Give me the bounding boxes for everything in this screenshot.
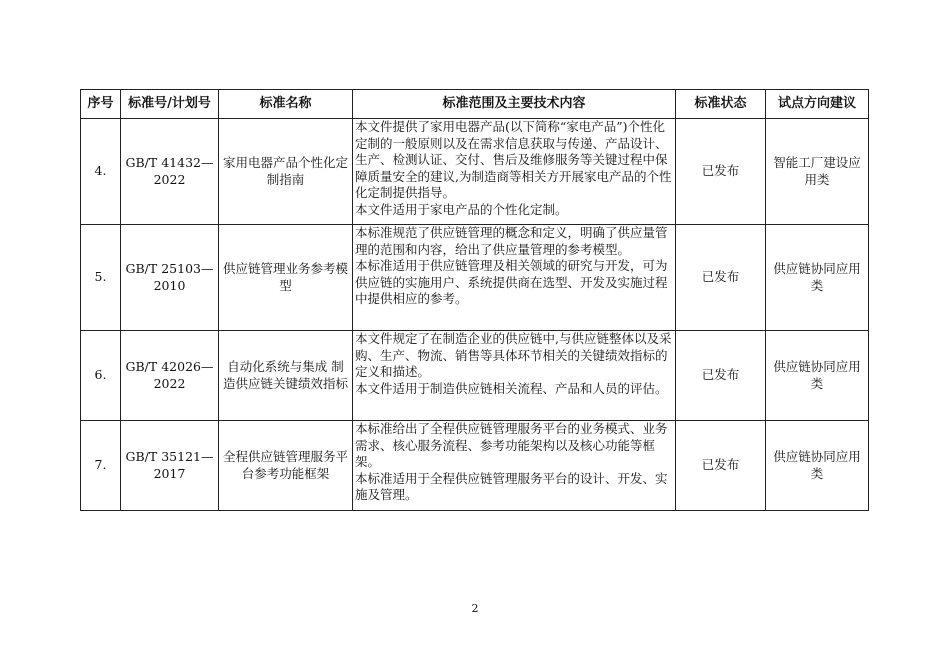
row-index: 4. [81, 119, 121, 225]
standards-table [80, 89, 869, 511]
row-standard-name: 供应链管理业务参考模型 [219, 225, 353, 331]
row-scope [353, 421, 676, 511]
table-row [81, 331, 869, 421]
scope-paragraph: 本文件适用于制造供应链相关流程、产品和人员的评估。 [355, 380, 668, 396]
table-row [81, 421, 869, 511]
row-standard-code: GB/T 25103—2010 [121, 225, 219, 331]
row-index: 6. [81, 331, 121, 421]
row-scope [353, 225, 676, 331]
row-direction: 供应链协同应用类 [766, 225, 869, 331]
header-direction: 试点方向建议 [766, 90, 869, 119]
header-status: 标准状态 [676, 90, 766, 119]
row-standard-code: GB/T 41432—2022 [121, 119, 219, 225]
scope-paragraph: 本标准适用于全程供应链管理服务平台的设计、开发、实施及管理。 [355, 470, 668, 502]
row-scope [353, 331, 676, 421]
row-standard-name: 自动化系统与集成 制造供应链关键绩效指标 [219, 331, 353, 421]
scope-paragraph: 本标准给出了全程供应链管理服务平台的业务模式、业务需求、核心服务流程、参考功能架构以及核心功能等框架。 [355, 421, 668, 469]
row-index: 7. [81, 421, 121, 511]
header-standard-name: 标准名称 [219, 90, 353, 119]
row-status: 已发布 [676, 331, 766, 421]
scope-paragraph: 本文件适用于家电产品的个性化定制。 [355, 201, 568, 217]
table-header-row [81, 90, 869, 119]
row-standard-name: 家用电器产品个性化定制指南 [219, 119, 353, 225]
scope-paragraph: 本文件规定了在制造企业的供应链中,与供应链整体以及采购、生产、物流、销售等具体环节相关的关键绩效指标的定义和描述。 [355, 331, 672, 379]
row-status: 已发布 [676, 119, 766, 225]
row-direction: 智能工厂建设应用类 [766, 119, 869, 225]
row-status: 已发布 [676, 421, 766, 511]
header-index: 序号 [81, 90, 121, 119]
row-index: 5. [81, 225, 121, 331]
page-number: 2 [471, 602, 479, 615]
header-scope: 标准范围及主要技术内容 [353, 90, 676, 119]
row-standard-name: 全程供应链管理服务平台参考功能框架 [219, 421, 353, 511]
row-direction: 供应链协同应用类 [766, 331, 869, 421]
row-status: 已发布 [676, 225, 766, 331]
header-standard-code: 标准号/计划号 [121, 90, 219, 119]
row-scope [353, 119, 676, 225]
scope-paragraph: 本标准适用于供应链管理及相关领域的研究与开发，可为供应链的实施用户、系统提供商在选型、开发及实施过程中提供相应的参考。 [355, 258, 668, 306]
row-standard-code: GB/T 35121—2017 [121, 421, 219, 511]
scope-paragraph: 本文件提供了家用电器产品(以下简称“家电产品”)个性化定制的一般原则以及在需求信息获取与传递、产品设计、生产、检测认证、交付、售后及维修服务等关键过程中保障质量安全的建议,为制造商等相关方开展家电产品的个性化定制提供指导。 [355, 119, 672, 200]
row-standard-code: GB/T 42026—2022 [121, 331, 219, 421]
table-row [81, 225, 869, 331]
table-row [81, 119, 869, 225]
scope-paragraph: 本标准规范了供应链管理的概念和定义，明确了供应量管理的范围和内容，给出了供应量管理的参考模型。 [355, 225, 668, 257]
row-direction: 供应链协同应用类 [766, 421, 869, 511]
